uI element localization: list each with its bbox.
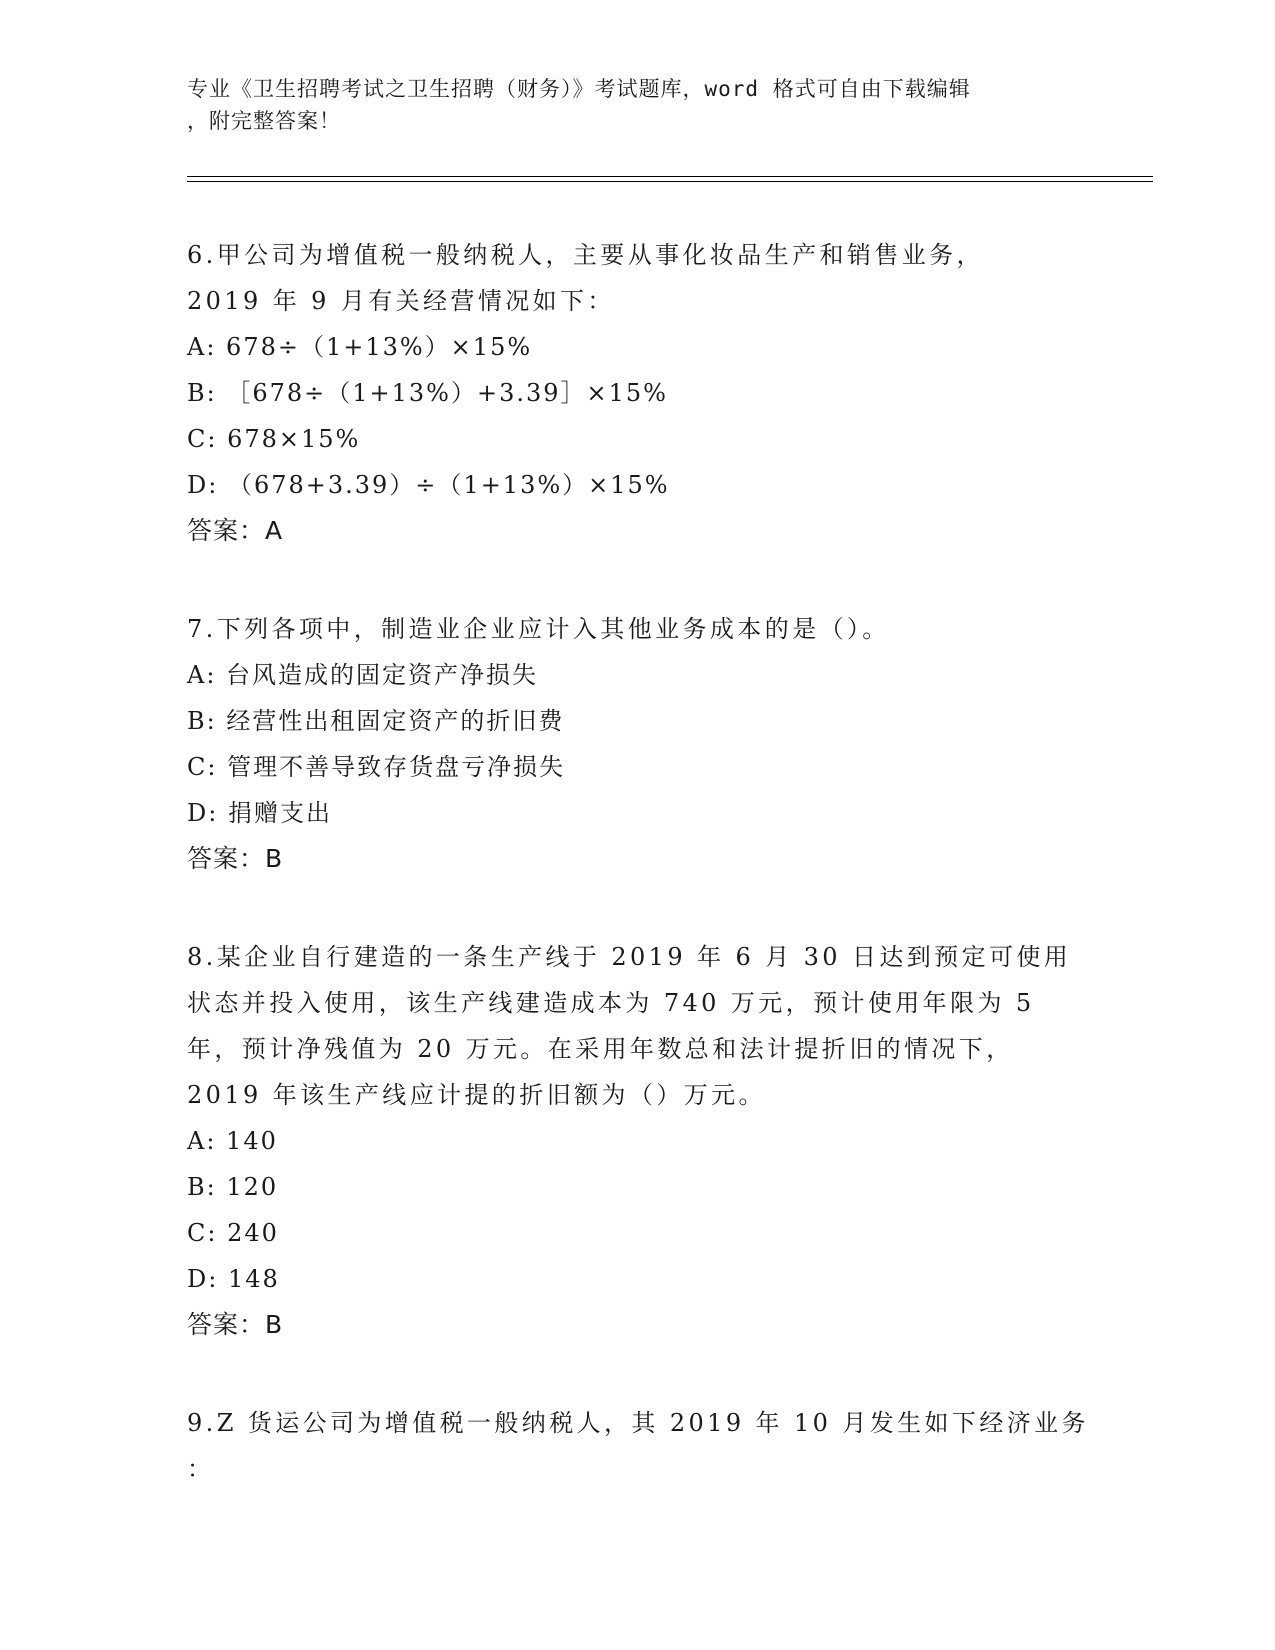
- stem-line: 2019 年 9 月有关经营情况如下：: [187, 287, 615, 315]
- stem-line: 8.某企业自行建造的一条生产线于 2019 年 6 月 30 日达到预定可使用: [187, 943, 1072, 971]
- question-7: [187, 606, 1087, 882]
- option-c: C: 240: [187, 1219, 279, 1247]
- stem-line: 9.Z 货运公司为增值税一般纳税人，其 2019 年 10 月发生如下经济业务: [187, 1409, 1089, 1437]
- option-c: C: 管理不善导致存货盘亏净损失: [187, 753, 566, 781]
- stem-line: 年，预计净残值为 20 万元。在采用年数总和法计提折旧的情况下，: [187, 1035, 1014, 1063]
- question-stem: [187, 606, 1087, 652]
- stem-line: 状态并投入使用，该生产线建造成本为 740 万元，预计使用年限为 5: [187, 989, 1035, 1017]
- answer-text: 答案：B: [187, 844, 284, 873]
- document-header: [187, 73, 1087, 137]
- option-d: D: （678+3.39）÷（1+13%）×15%: [187, 471, 670, 499]
- stem-line: 2019 年该生产线应计提的折旧额为（）万元。: [187, 1081, 766, 1109]
- question-stem: [187, 1400, 1087, 1492]
- header-line: ，附完整答案！: [187, 109, 341, 133]
- answer-text: 答案：A: [187, 516, 284, 545]
- question-stem: [187, 934, 1087, 1118]
- option-b: B: 经营性出租固定资产的折旧费: [187, 707, 565, 735]
- header-line: 专业《卫生招聘考试之卫生招聘（财务）》考试题库，word 格式可自由下载编辑: [187, 77, 971, 101]
- question-8: [187, 934, 1087, 1348]
- option-a: A: 678÷（1+13%）×15%: [187, 333, 533, 361]
- header-divider: [187, 176, 1153, 182]
- option-c: C: 678×15%: [187, 425, 361, 453]
- option-a: A: 140: [187, 1127, 278, 1155]
- question-list: [187, 232, 1087, 1544]
- stem-line: 6.甲公司为增值税一般纳税人，主要从事化妆品生产和销售业务，: [187, 241, 984, 269]
- answer-text: 答案：B: [187, 1310, 284, 1339]
- question-stem: [187, 232, 1087, 324]
- option-b: B: 120: [187, 1173, 279, 1201]
- stem-line: 7.下列各项中，制造业企业应计入其他业务成本的是（）。: [187, 615, 890, 643]
- question-6: [187, 232, 1087, 554]
- option-b: B: ［678÷（1+13%）+3.39］×15%: [187, 379, 668, 407]
- option-d: D: 捐赠支出: [187, 799, 332, 827]
- stem-line: ：: [187, 1455, 215, 1483]
- option-a: A: 台风造成的固定资产净损失: [187, 661, 539, 689]
- question-9: [187, 1400, 1087, 1492]
- option-d: D: 148: [187, 1265, 280, 1293]
